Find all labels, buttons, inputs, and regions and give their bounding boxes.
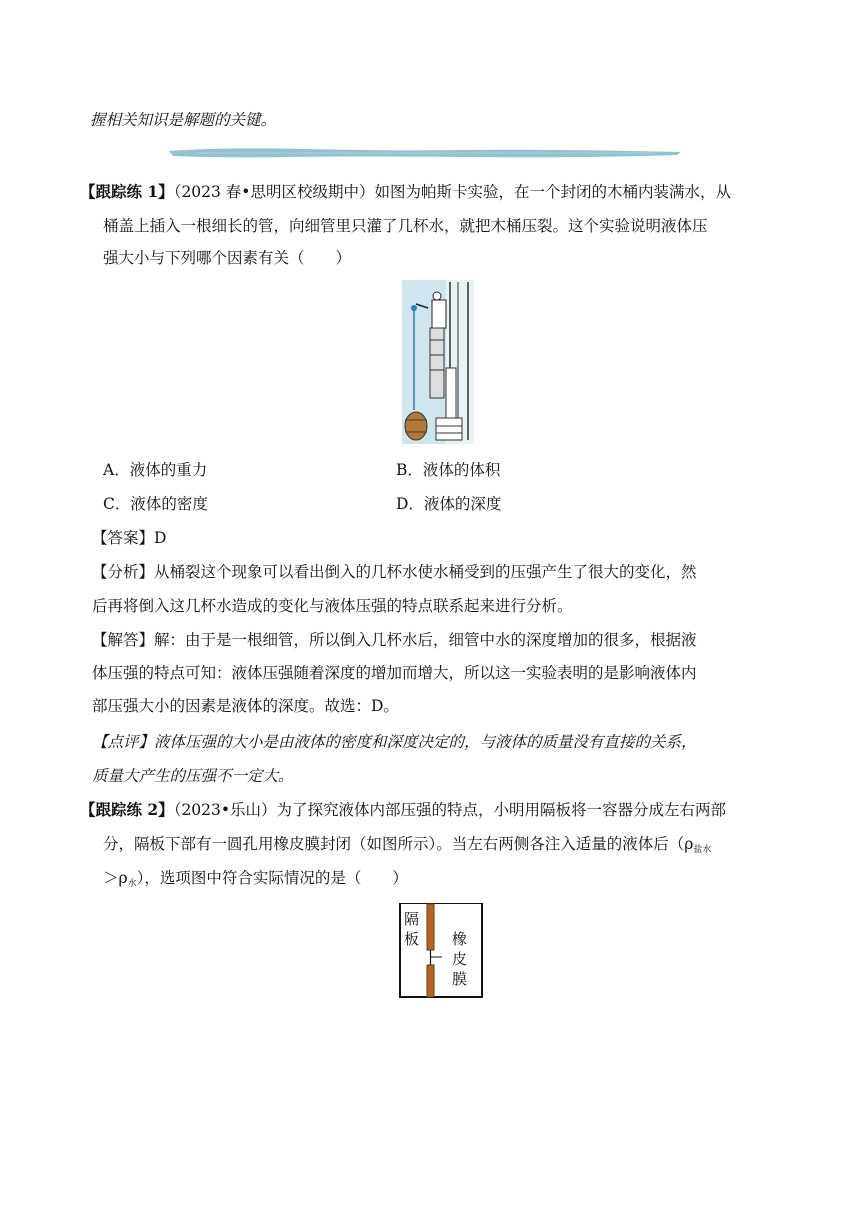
q2-line2: 分，隔板下部有一圆孔用橡皮膜封闭（如图所示）。当左右两侧各注入适量的液体后（$\rho_{盐水}$ [103, 835, 712, 855]
membrane-label: 橡 皮 膜 [452, 930, 468, 988]
partition-container-figure [398, 903, 484, 999]
q1-option-a: A．液体的重力 [103, 461, 208, 479]
q1-line1: 【跟踪练 1】（2023 春•思明区校级期中）如图为帕斯卡实验，在一个封闭的木桶内装满水，从 [80, 182, 731, 201]
q1-option-c: C．液体的密度 [103, 495, 208, 513]
divider-brush-stroke [165, 145, 685, 161]
continued-text: 握相关知识是解题的关键。 [90, 111, 277, 129]
q2-tag: 【跟踪练 2】 [80, 800, 174, 819]
q1-analysis-line2: 后再将倒入这几杯水造成的变化与液体压强的特点联系起来进行分析。 [92, 597, 573, 615]
q1-answer: 【答案】D [92, 529, 167, 547]
q1-comment-line2: 质量大产生的压强不一定大。 [92, 767, 294, 785]
q1-tag: 【跟踪练 1】 [80, 182, 174, 201]
q2-line1: 【跟踪练 2】（2023•乐山）为了探究液体内部压强的特点，小明用隔板将一容器分成左右两部 [80, 800, 727, 819]
q1-option-b: B．液体的体积 [396, 461, 501, 479]
pascal-barrel-figure [402, 280, 474, 444]
partition-label: 隔 板 [404, 910, 420, 948]
q1-solution-line3: 部压强大小的因素是液体的深度。故选：D。 [92, 697, 399, 715]
q2-line3: $>\rho_水$），选项图中符合实际情况的是（ ） [103, 869, 408, 889]
q1-comment-line1: 【点评】液体压强的大小是由液体的密度和深度决定的，与液体的质量没有直接的关系， [92, 733, 697, 751]
q1-solution-line2: 体压强的特点可知：液体压强随着深度的增加而增大，所以这一实验表明的是影响液体内 [92, 664, 697, 682]
q1-line3: 强大小与下列哪个因素有关（ ） [103, 249, 352, 267]
q1-analysis-line1: 【分析】从桶裂这个现象可以看出倒入的几杯水使水桶受到的压强产生了很大的变化，然 [92, 563, 697, 581]
q1-solution-line1: 【解答】解：由于是一根细管，所以倒入几杯水后，细管中水的深度增加的很多，根据液 [92, 631, 697, 649]
q1-option-d: D．液体的深度 [396, 495, 502, 513]
q1-line2: 桶盖上插入一根细长的管，向细管里只灌了几杯水，就把木桶压裂。这个实验说明液体压 [103, 217, 708, 235]
rho-subscript-water: 水 [127, 879, 137, 889]
rho-subscript-saltwater: 盐水 [693, 845, 712, 855]
